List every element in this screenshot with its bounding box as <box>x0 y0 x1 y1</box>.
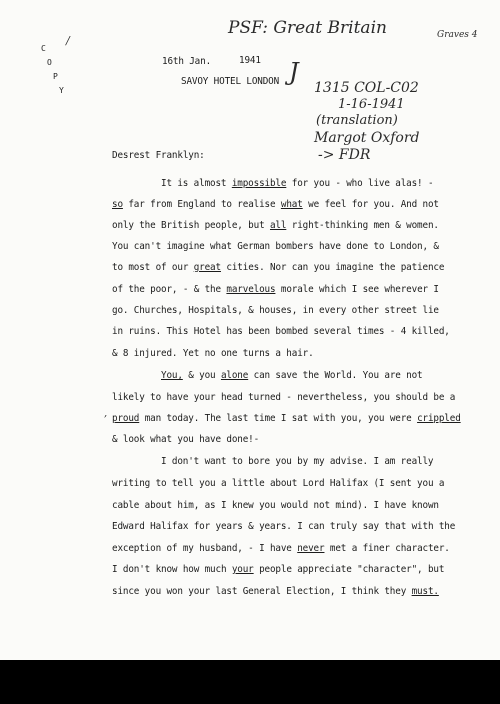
underlined-text: must. <box>411 586 439 597</box>
underlined-text: great <box>193 262 221 273</box>
text-run: of the poor, - & the <box>112 284 227 295</box>
underlined-text: what <box>280 199 303 210</box>
body-text-line <box>112 326 450 337</box>
text-run: & you <box>182 370 221 381</box>
body-text-line <box>112 564 444 575</box>
body-text-line <box>112 434 259 445</box>
underlined-text: your <box>231 564 254 575</box>
body-text-line <box>112 305 439 316</box>
underlined-text: marvelous <box>226 284 276 295</box>
pencil-check-mark: / <box>66 34 70 47</box>
text-run: exception of my husband, - I have <box>112 543 298 554</box>
text-run: right-thinking men & women. <box>286 220 439 231</box>
underlined-text: all <box>269 220 287 231</box>
text-run: morale which I see wherever I <box>275 284 439 295</box>
text-run: cable about him, as I knew you would not mind). I have known <box>112 500 439 511</box>
body-text-line <box>161 178 433 189</box>
handwritten-note-line: -> FDR <box>318 147 371 163</box>
text-run: Edward Halifax for years & years. I can truly say that with the <box>112 521 456 532</box>
margin-mark: , <box>104 408 108 419</box>
underlined-text: never <box>297 543 325 554</box>
body-text-line <box>112 262 444 273</box>
text-run: & look what you have done!- <box>112 434 260 445</box>
underlined-text: You, <box>161 370 183 381</box>
text-run: I don't want to bore you by my advise. I am really <box>161 456 434 467</box>
body-text-line <box>112 199 439 210</box>
handwritten-note-line: Margot Oxford <box>314 130 420 146</box>
body-text-line <box>112 500 439 511</box>
salutation: Desrest Franklyn: <box>112 150 205 161</box>
underlined-text: impossible <box>231 178 287 189</box>
body-text-line <box>161 456 433 467</box>
text-run: since you won your last General Election, I think they <box>112 586 412 597</box>
body-text-line <box>112 543 450 554</box>
text-run: for you - who live alas! - <box>286 178 434 189</box>
body-text-line <box>112 478 444 489</box>
corner-annotation: Graves 4 <box>437 30 478 40</box>
text-run: only the British people, but <box>112 220 270 231</box>
text-run: You can't imagine what German bombers have done to London, & <box>112 241 439 252</box>
copy-stamp-y: Y <box>59 86 64 95</box>
letter-place: SAVOY HOTEL LONDON <box>181 76 280 87</box>
copy-stamp-p: P <box>53 72 58 81</box>
text-run: go. Churches, Hospitals, & houses, in every other street lie <box>112 305 439 316</box>
body-text-line <box>112 586 439 597</box>
underlined-text: so <box>112 199 123 210</box>
body-text-line <box>161 370 423 381</box>
text-run: in ruins. This Hotel has been bombed several times - 4 killed, <box>112 326 450 337</box>
underlined-text: alone <box>220 370 249 381</box>
text-run: man today. The last time I sat with you, you were <box>139 413 418 424</box>
handwritten-note-line: 1315 COL-C02 <box>314 80 419 96</box>
text-run: & 8 injured. Yet no one turns a hair. <box>112 348 314 359</box>
text-run: far from England to realise <box>122 199 281 210</box>
letter-date: 16th Jan. <box>162 56 212 67</box>
text-run: It is almost <box>161 178 232 189</box>
text-run: writing to tell you a little about Lord Halifax (I sent you a <box>112 478 445 489</box>
text-run: we feel for you. And not <box>302 199 439 210</box>
scan-border <box>0 660 500 704</box>
copy-stamp-o: O <box>47 58 52 67</box>
text-run: can save the World. You are not <box>248 370 423 381</box>
text-run: I don't know how much <box>112 564 232 575</box>
underlined-text: proud <box>112 413 140 424</box>
text-run: likely to have your head turned - nevertheless, you should be a <box>112 392 456 403</box>
handwritten-note-line: (translation) <box>316 113 398 128</box>
body-text-line <box>112 241 439 252</box>
body-text-line <box>112 392 455 403</box>
body-text-line <box>112 521 455 532</box>
body-text-line <box>112 284 439 295</box>
copy-stamp-c: C <box>41 44 46 53</box>
body-text-line <box>112 348 314 359</box>
body-text-line <box>112 220 439 231</box>
fdr-initials-mark: J <box>289 58 299 86</box>
text-run: people appreciate "character", but <box>253 564 445 575</box>
text-run: met a finer character. <box>324 543 450 554</box>
text-run: cities. Nor can you imagine the patience <box>220 262 445 273</box>
handwritten-note-line: 1-16-1941 <box>338 97 405 112</box>
body-text-line <box>112 413 461 424</box>
file-heading-annotation: PSF: Great Britain <box>228 18 387 38</box>
underlined-text: crippled <box>417 413 461 424</box>
text-run: to most of our <box>112 262 194 273</box>
letter-year: 1941 <box>239 55 261 66</box>
